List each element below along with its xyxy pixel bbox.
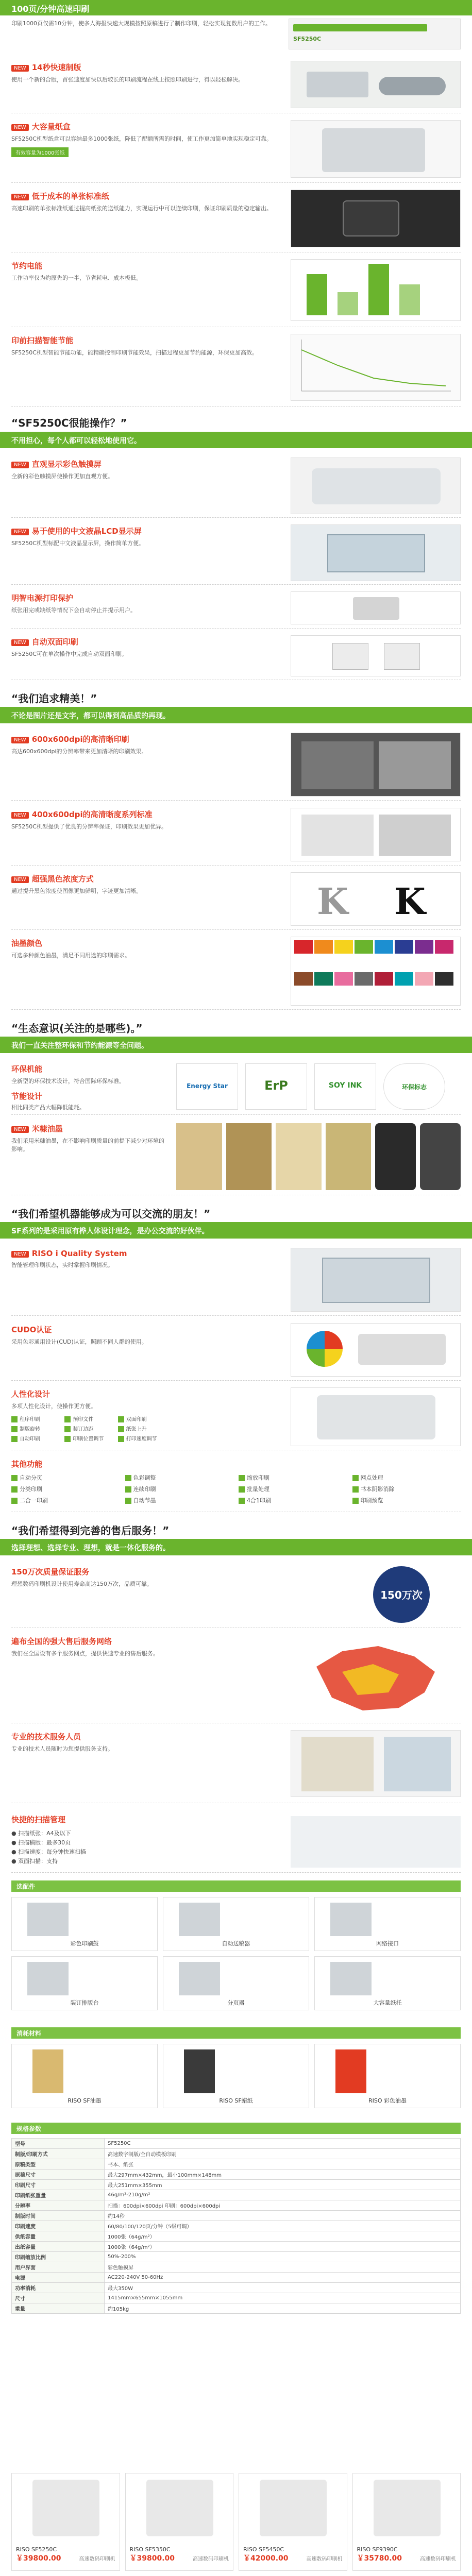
functions-title: 其他功能 [11,1460,43,1469]
eco-logos [176,1063,461,1110]
feature-desc: 纸张用完或缺纸等情况下会自动停止并提示用户。 [11,607,136,614]
products-grid [11,2473,461,2571]
bullet-icon [11,1486,18,1493]
scan-management [11,1811,461,1873]
feature-title: 600x600dpi的高清晰印刷 [31,735,129,744]
scan-list [11,1829,279,1866]
feature-title: 自动双面印刷 [31,637,78,647]
product-price: ￥39800.00 [129,2554,175,2563]
section5-sub: SF系列的是采用原有桦人体设计理念，是办公交流的好伙伴。 [0,1222,472,1239]
product-card[interactable] [11,2473,120,2571]
spec-key: 功率消耗 [12,2283,105,2293]
bullet-icon [125,1498,131,1504]
bullet-icon [239,1486,245,1493]
consumable-card[interactable] [163,2044,309,2108]
check-item: 程序印刷 [11,1415,59,1422]
feature-title: 遍布全国的强大售后服务网络 [11,1637,112,1646]
feature-iquality [11,1244,461,1316]
feature-energy [11,255,461,327]
spec-value: AC220-240V 50-60Hz [105,2273,461,2283]
spec-value: 扫描：600dpi×600dpi 印刷：600dpi×600dpi [105,2200,461,2211]
spec-row [12,2149,461,2159]
spec-value: 约14秒 [105,2211,461,2221]
spec-value: 最大297mm×432mm，最小100mm×148mm [105,2170,461,2180]
spec-value: 最大350W [105,2283,461,2293]
spec-value: SF5250C [105,2139,461,2149]
spec-value: 高速数字制版/全自动模板印刷 [105,2149,461,2159]
feature-scan-saving [11,330,461,407]
spec-row [12,2139,461,2149]
feature-fast-plate [11,57,461,113]
spec-key: 制版/印刷方式 [12,2149,105,2159]
consumable-label: RISO 彩色油墨 [368,2097,407,2104]
bullet-icon [11,1498,18,1504]
feature-desc: 采用色彩通用设计(CUD)认证，照顾不同人群的使用。 [11,1338,147,1345]
check-icon [11,1436,18,1442]
feature-title: 环保机能 [11,1064,43,1074]
check-item: 双面印刷 [118,1415,166,1422]
option-label: 大容量纸托 [373,1999,402,2006]
spec-title: 规格参数 [11,2123,461,2134]
option-label: 彩色印刷鼓 [70,1940,99,1947]
spec-value: 书本、纸张 [105,2159,461,2170]
feature-tech-staff [11,1726,461,1803]
spec-table [11,2138,461,2314]
erp-logo: ErP [245,1063,307,1110]
feature-title: 直观显示彩色触摸屏 [31,460,102,469]
option-card[interactable] [314,1897,461,1951]
feature-touchscreen [11,453,461,518]
compare-image [291,808,461,861]
check-item: 自动印刷 [11,1434,59,1442]
human-image [291,1387,461,1446]
touchscreen-image [291,457,461,514]
feature-title: 油墨颜色 [11,939,43,948]
consumable-card[interactable] [314,2044,461,2108]
product-name: RISO SF5450C [243,2546,284,2553]
consumable-label: RISO SF蜡纸 [219,2097,253,2104]
spec-key: 尺寸 [12,2293,105,2303]
feature-desc: 使用一个新的合版，首张速度加快以后较长的印刷流程在线上按照印刷进行，得以轻松解决。 [11,76,244,83]
color-swatches [291,937,461,1006]
plate-image [291,61,461,108]
feature-title: 米糠油墨 [31,1124,63,1133]
spec-key: 电源 [12,2273,105,2283]
check-icon [118,1426,124,1432]
tray-image [291,120,461,178]
function-item: 自动分页 [11,1473,120,1482]
scan-image [291,1816,461,1868]
new-tag: NEW [11,194,29,200]
staff-image [291,1730,461,1797]
feature-desc: 多项人性化设计，使操作更方便。 [11,1403,96,1410]
spec-row [12,2221,461,2231]
feature-duplex [11,631,461,680]
option-label: 网络接口 [376,1940,399,1947]
speed-graphic [289,19,461,49]
function-item: 缩放印刷 [239,1473,347,1482]
human-checklist [11,1415,166,1442]
feature-title: 专业的技术服务人员 [11,1732,81,1741]
feature-600dpi [11,728,461,801]
feature-service-network [11,1631,461,1723]
product-name: RISO SF9390C [357,2546,398,2553]
spec-section [11,2123,461,2452]
check-icon [118,1416,124,1422]
china-map [296,1636,450,1718]
feature-human [11,1383,461,1450]
spec-key: 印刷缩放比例 [12,2252,105,2262]
spec-row [12,2273,461,2283]
bullet-icon [352,1486,359,1493]
spec-value: 最大251mm×355mm [105,2180,461,2190]
new-tag: NEW [11,65,29,72]
spec-key: 印刷尺寸 [12,2180,105,2190]
consumables-section [11,2027,461,2115]
check-icon [64,1426,71,1432]
energy-chart [291,259,461,321]
new-tag: NEW [11,124,29,131]
option-card[interactable] [11,1897,158,1951]
feature-desc: 高速印刷的单张标准纸通过提高纸张的送纸能力，实现运行中可以连续印刷，保证印刷质量的稳定输出。 [11,205,272,212]
spec-value: 约105kg [105,2303,461,2314]
product-price: ￥42000.00 [243,2554,289,2563]
check-icon [64,1416,71,1422]
spec-key: 制版时间 [12,2211,105,2221]
spec-key: 型号 [12,2139,105,2149]
bullet-icon [11,1475,18,1481]
soy-ink-logo: SOY INK [314,1063,376,1110]
spec-row [12,2190,461,2200]
spec-key: 分辨率 [12,2200,105,2211]
product-price: ￥39800.00 [16,2554,61,2563]
feature-title: 明智电源打印保护 [11,594,74,603]
new-tag: NEW [11,1251,29,1258]
feature-desc: SF5250C机型提供了优良的分辨率保证，印刷效果更加优异。 [11,823,167,830]
scan-item: ● 扫描速度：每分钟快速扫描 [11,1849,87,1855]
product-name: RISO SF5250C [16,2546,57,2553]
check-item: 制版旋转 [11,1425,59,1432]
guarantee-badge: 150万次 [373,1566,430,1623]
consumable-label: RISO SF油墨 [68,2097,102,2104]
spec-value: 60/80/100/120页/分钟（5级可调） [105,2221,461,2231]
density-image: K K [291,872,461,926]
product-card[interactable] [125,2473,234,2571]
section4-quote: “生态意识(关注的是哪些)。” [11,1022,143,1035]
function-item: 批量处理 [239,1485,347,1493]
feature-paper-tray [11,116,461,183]
check-item: 纸张上升 [118,1425,166,1432]
new-tag: NEW [11,737,29,743]
spec-row [12,2293,461,2303]
option-card[interactable] [314,1956,461,2010]
feature-title: 大容量纸盒 [31,122,71,131]
section4-sub: 我们一直关注整环保和节约能源等全问题。 [0,1037,472,1053]
feature-title: 400x600dpi的高清晰度系列标准 [31,810,153,819]
dpi-image [291,733,461,796]
option-card[interactable] [11,1956,158,2010]
feature-desc: 全新型的环保技术设计，符合国际环保标准。 [11,1078,125,1084]
consumables-title: 消耗材料 [11,2027,461,2039]
scan-item: ● 扫描稿版：最多30页 [11,1839,71,1846]
function-item: 色彩调整 [125,1473,234,1482]
feature-desc: SF5250C机型标配中文液晶显示屏，操作简单方便。 [11,540,144,547]
new-tag: NEW [11,1126,29,1133]
function-item: 自动节墨 [125,1496,234,1504]
scan-item: ● 扫描纸张：A4及以下 [11,1830,71,1837]
function-item: 二合一印刷 [11,1496,120,1504]
section6-quote: “我们希望得到完善的售后服务！” [11,1524,170,1537]
spec-key: 用户界面 [12,2262,105,2273]
feature-desc: 相比同类产品大幅降低能耗。 [11,1104,85,1111]
bullet-icon [352,1498,359,1504]
product-card[interactable] [352,2473,461,2571]
bullet-icon [239,1475,245,1481]
section3-sub: 不论是图片还是文字，都可以得到高品质的再现。 [0,707,472,723]
spec-key: 印刷纸张重量 [12,2190,105,2200]
spec-row [12,2200,461,2211]
check-item: 装订边距 [64,1425,112,1432]
option-label: 自动送稿器 [222,1940,250,1947]
power-image [291,591,461,624]
feature-desc: 通过提升黑色浓度使图像更加鲜明，字迹更加清晰。 [11,888,142,894]
new-tag: NEW [11,529,29,535]
function-item: 连续印刷 [125,1485,234,1493]
feature-desc: 高达600x600dpi的分辨率带来更加清晰的印刷效果。 [11,748,147,755]
option-label: 装订排版台 [70,1999,99,2006]
spec-key: 原稿类型 [12,2159,105,2170]
spec-row [12,2242,461,2252]
function-item: 分类印刷 [11,1485,120,1493]
functions-grid [11,1473,461,1504]
feature-title: 超强黑色浓度方式 [31,874,94,884]
check-item: 打印速度调节 [118,1434,166,1442]
check-icon [64,1436,71,1442]
check-icon [11,1426,18,1432]
function-item: 网点处理 [352,1473,461,1482]
bullet-icon [125,1486,131,1493]
spec-row [12,2180,461,2190]
spec-row [12,2159,461,2170]
iquality-image [291,1248,461,1312]
feature-black-density [11,868,461,930]
spec-row [12,2283,461,2293]
scan-graph [291,334,461,401]
feature-desc: SF5250C可在单次操作中完成自动双面印刷。 [11,651,127,657]
spec-value: 50%-200% [105,2252,461,2262]
options-title: 选配件 [11,1880,461,1892]
top-title: 100页/分钟高速印刷 [0,0,472,15]
feature-desc: 理想数码印刷机设计使用寿命高达150万次，品质可靠。 [11,1581,153,1587]
feature-cudo [11,1319,461,1381]
feature-desc: 工作功率仅为约原先的一半，节省耗电、成本极低。 [11,275,142,281]
feature-quality-guarantee [11,1561,461,1628]
feature-title: 150万次质量保证服务 [11,1567,90,1577]
spec-value: 1000张（64g/m²） [105,2242,461,2252]
sheet-image [291,190,461,247]
cudo-image [291,1323,461,1377]
feature-desc: 智能管理印刷状态，实时掌握印刷情况。 [11,1262,113,1268]
speed-badge: SF5250C [293,36,322,42]
feature-title: 14秒快速制版 [31,63,81,72]
option-card[interactable] [163,1956,309,2010]
scan-title: 快捷的扫描管理 [11,1815,66,1824]
product-name: RISO SF5350C [129,2546,171,2553]
bullet-icon [125,1475,131,1481]
map-graphic [296,1636,450,1718]
feature-400dpi [11,804,461,866]
spec-key: 印刷速度 [12,2221,105,2231]
feature-title: RISO i Quality System [31,1249,127,1258]
spec-value: 1415mm×655mm×1055mm [105,2293,461,2303]
feature-sub: 有效容量为1000张纸 [11,147,69,157]
feature-desc: SF5250C机型纸盒可以容纳最多1000张纸，降低了配额所需的时间，使工作更加简单地实现稳定可靠。 [11,135,272,142]
curve-graphic [291,334,461,401]
new-tag: NEW [11,639,29,646]
spec-row [12,2303,461,2314]
feature-title: CUDO认证 [11,1325,52,1334]
spec-row [12,2231,461,2242]
new-tag: NEW [11,812,29,819]
feature-eco [11,1058,461,1115]
feature-ink-colors [11,933,461,1010]
other-functions [11,1455,461,1512]
duplex-image [291,635,461,676]
spec-row [12,2262,461,2273]
check-icon [11,1416,18,1422]
section2-sub: 不用担心，每个人都可以轻松地使用它。 [0,432,472,448]
options-section [11,1880,461,2020]
option-card[interactable] [163,1897,309,1951]
spec-key: 重量 [12,2303,105,2314]
feature-title: 低于成本的单张标准纸 [31,192,109,201]
spec-key: 供纸容量 [12,2231,105,2242]
spec-value: 1000张（64g/m²） [105,2231,461,2242]
product-sub: 高速数码印刷机 [193,2556,229,2562]
function-item: 4合1印刷 [239,1496,347,1504]
feature-title: 印前扫描智能节能 [11,336,74,345]
bullet-icon [352,1475,359,1481]
feature-desc: 我们采用米糠油墨，在不影响印刷质量的前提下减少对环境的影响。 [11,1138,164,1153]
function-item: 印刷预览 [352,1496,461,1504]
feature-power-protect [11,587,461,629]
feature-desc: 可选多种颜色油墨，满足不同用途的印刷需求。 [11,952,130,959]
spec-key: 出纸容量 [12,2242,105,2252]
scan-item: ● 双面扫描：支持 [11,1858,58,1865]
speed-bar [293,24,427,31]
rice-ink-images [176,1123,461,1190]
product-sub: 高速数码印刷机 [420,2556,456,2562]
feature-desc: 专业的技术人员随时为您提供服务支持。 [11,1745,113,1752]
check-item: 预印文件 [64,1415,112,1422]
spec-row [12,2211,461,2221]
section5-quote: “我们希望机器能够成为可以交流的朋友！” [11,1208,211,1220]
options-grid [11,1897,461,2010]
consumable-card[interactable] [11,2044,158,2108]
option-label: 分页器 [227,1999,245,2006]
feature-rice-ink [11,1118,461,1195]
section2-quote: “SF5250C很能操作？” [11,417,127,429]
section6-sub: 选择理想、选择专业、理想，就是一体化服务的。 [0,1539,472,1555]
products-section [11,2473,461,2576]
product-price: ￥35780.00 [357,2554,402,2563]
product-sub: 高速数码印刷机 [306,2556,343,2562]
new-tag: NEW [11,462,29,468]
lcd-image [291,524,461,581]
spec-key: 原稿尺寸 [12,2170,105,2180]
eco-seal-logo: 环保标志 [383,1063,445,1110]
consumables-grid [11,2044,461,2108]
spec-value: 46g/m²-210g/m² [105,2190,461,2200]
feature-desc: 我们在全国设有多个服务网点，提供快速专业的售后服务。 [11,1650,159,1657]
product-card[interactable] [239,2473,347,2571]
feature-desc: SF5250C机型智能节能功能，能精确控制印刷节能效果，扫描过程更加节约能源，环保更加高效。 [11,349,258,356]
feature-title: 易于使用的中文液晶LCD显示屏 [31,527,142,536]
feature-title: 节能设计 [11,1092,43,1101]
new-tag: NEW [11,876,29,883]
product-sub: 高速数码印刷机 [79,2556,115,2562]
spec-row [12,2252,461,2262]
section3-quote: “我们追求精美！” [11,692,97,705]
check-item: 印刷位置调节 [64,1434,112,1442]
feature-title: 人性化设计 [11,1389,50,1399]
check-icon [118,1436,124,1442]
top-desc: 印刷1000页仅需10分钟，使多人海报快速大规模按照原稿进行了制作印刷，轻松实现复数用户的工作。 [11,20,271,27]
feature-desc: 全新的彩色触摸屏使操作更加直观方便。 [11,473,113,480]
energy-star-logo: Energy Star [176,1063,238,1110]
bullet-icon [239,1498,245,1504]
feature-title: 节约电能 [11,261,43,270]
feature-single-sheet [11,185,461,252]
feature-lcd [11,520,461,585]
spec-row [12,2170,461,2180]
function-item: 书本阴影消除 [352,1485,461,1493]
spec-value: 彩色触摸屏 [105,2262,461,2273]
